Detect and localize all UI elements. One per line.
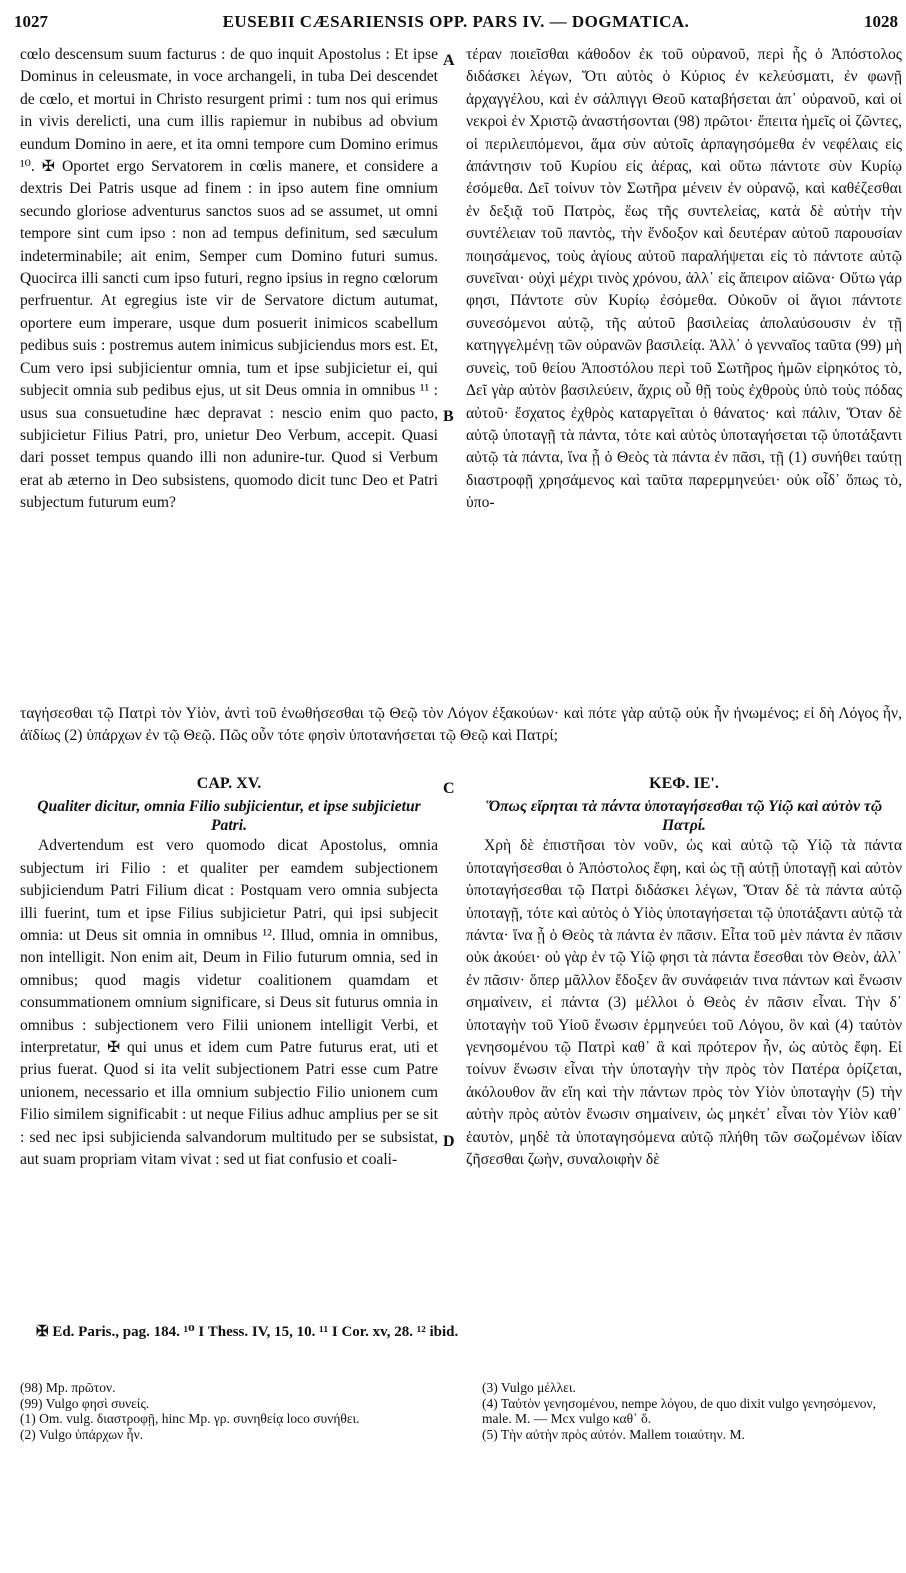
margin-marker-a: A <box>443 52 455 69</box>
apparatus-note: (99) Vulgo φησὶ συνείς. <box>20 1395 150 1411</box>
greek-chapter <box>466 773 902 1172</box>
latin-column-top <box>20 44 438 515</box>
latin-chapter <box>20 773 438 1172</box>
margin-marker-b: B <box>443 408 454 425</box>
full-width-text <box>20 703 902 748</box>
greek-paragraph-top: τέραν ποιεῖσθαι κάθοδον ἐκ τοῦ οὐρανοῦ, περὶ ἧς ὁ Ἀπόστολος διδάσκει λέγων, Ὅτι αὐτὸς ὁ Κύριος ἐν κελεύσματι, ἐν φωνῇ ἀρχαγγέλου, καὶ ἐν σάλπιγγι Θεοῦ καταβήσεται ἀπ᾽ οὐρανοῦ, καὶ οἱ νεκροὶ ἐν Χριστῷ ἀναστήσονται (98) πρῶτοι· ἔπειτα ἡμεῖς οἱ ζῶντες, οἱ περιλειπόμενοι, ἅμα σὺν αὐτοῖς ἁρπαγησόμεθα ἐν νεφέλαις εἰς ἀπάντησιν τοῦ Κυρίου εἰς ἀέρας, καὶ οὕτω πάντοτε σὺν Κυρίῳ ἐσόμεθα. Δεῖ τοίνυν τὸν Σωτῆρα μένειν ἐν οὐρανῷ, καὶ καθέζεσθαι ἐν δεξιᾷ τοῦ Πατρὸς, ἕως τῆς συντελείας, κατὰ δὲ αὐτὴν τὴν συντέλειαν τοῦ παντὸς, τὴν ἔνδοξον καὶ δευτέραν αὐτοῦ παρουσίαν ποιησάμενος, τοὺς ἁγίους αὐτοῦ παραλήψεται εἰς τὸ πάντοτε αὐτῷ συνεῖναι· οὐχὶ μέχρι τινὸς χρόνου, ἀλλ᾽ εἰς ἄπειρον αἰῶνα· Οὕτω γάρ φησι, Πάντοτε σὺν Κυρίῳ ἐσόμεθα. Οὐκοῦν οἱ ἅγιοι πάντοτε συνεσόμενοι αὐτῷ, τῆς αὐτοῦ βασιλείας ἀπολαύσουσιν ἐν τῇ κατηγγελμένῃ τῶν οὐρανῶν βασιλείᾳ. Ἀλλ᾽ ὁ γενναῖος ταῦτα (99) μὴ συνεὶς, τοῦ θείου Ἀποστόλου περὶ τοῦ Σωτῆρος ἡμῶν εἰρηκότος τὸ, Δεῖ γὰρ αὐτὸν βασιλεύειν, ἄχρις οὗ θῇ τοὺς ἐχθροὺς ὑπὸ τοὺς πόδας αὐτοῦ· ἔσχατος ἐχθρὸς καταργεῖται ὁ θάνατος· καὶ πάλιν, Ὅταν δὲ αὐτῷ ὑποταγῇ τὰ πάντα, τότε καὶ αὐτὸς ὑποταγήσεται τῷ ὑποτάξαντι αὐτῷ τὰ πάντα, ἵνα ᾖ ὁ Θεὸς τὰ πάντα ἐν πᾶσι, τῇ (1) συνήθει ταύτῃ διαστροφῇ χρησάμενος καὶ ταῦτα παρερμηνεύει· οὐκ οἶδ᾽ ὅπως τὸ, ὑπο- <box>466 46 902 512</box>
page-number-left: 1027 <box>14 12 48 31</box>
margin-marker-d: D <box>443 1133 455 1150</box>
latin-paragraph-top: cœlo descensum suum facturus : de quo inquit Apostolus : Et ipse Dominus in celeusmate, in voce archangeli, in tuba Dei descendet de cœlo, et mortui in Christo resurgent primi : tum nos qui erimus in vivis derelicti, una cum illis rapiemur in nubibus ad obvium eundum Domino in aere, et ita omni tempore cum Domino erimus ¹⁰. ✠ Oportet ergo Servatorem in cœlis manere, et considere a dextris Dei Patris usque ad finem : in ipso autem fine omnium secundo gloriose adventurus sanctos suos ad se assumet, ut omni tempore sint cum ipso : non ad tempus definitum, sed sæculum indeterminabile; ait enim, Semper cum Domino futuri sumus. Quocirca illi sancti cum ipso futuri, regno ipsius in regno cœlorum perfruentur. At egregius iste vir de Servatore dictum autumat, oportere eum imperare, usque dum posuerit inimicos scabellum pedibus suis : postremus autem inimicus subjiciendus mors est. Et, Cum vero ipsi subjicientur omnia, tum et ipse subjicietur ei, qui subjecit omnia sub pedibus ejus, ut sit Deus omnia in omnibus ¹¹ : usus sua consuetudine hæc depravat : nescio enim quo pacto, subjicietur Filius Patri, pro, unietur Deo Verbum, accepit. Quasi dari posset tempus quando illi non adunire-tur. Quod si Verbum erat ab æterno in Deo subsistens, quomodo dicit tunc Deo et Patri subjectum futurum eum? <box>20 46 438 512</box>
apparatus-note: (4) Ταὐτὸν γενησομένου, nempe λόγου, de quo dixit vulgo γενησόμενον, male. M. — Mcx vulgo καθ᾽ ὅ. <box>482 1395 877 1426</box>
greek-chapter-title: ΚΕΦ. ΙΕ'. <box>649 775 719 792</box>
latin-chapter-text: Advertendum est vero quomodo dicat Apostolus, omnia subjectum iri Filio : et qualiter per eamdem subjectionem subjiciendum Patri Filium dicat : Postquam vero omnia subjecta illi fuerint, tum et ipse Filius subjicietur Patri, qui ipsi subjecit omnia: ut Deus sit omnia in omnibus ¹². Illud, omnia in omnibus, non intelligit. Non enim ait, Deum in Filio futurum omnia, sed in omnibus; quod magis videtur coalitionem quamdam et consummationem omnium significare, si Deus sit futurus omnia in omnibus : subjectionem vero Filii unionem intelligit Verbi, et interpretatur, ✠ qui unus et idem cum Patre futurus erat, uti et prius fuerat. Quod si ita velit subjectionem Patri esse cum Patre unionem, necessario et illa omnium subjectio Filio unionem cum Filio similem significabit : ut neque Filius adhuc amplius per se sit : sed nec ipsi subjicienda salvandorum multitudo per se subsistat, aut suam propriam vitam vivat : sed ut fiat confusio et coali- <box>20 837 438 1169</box>
apparatus-right <box>482 1380 902 1442</box>
apparatus-note: (5) Τὴν αὐτὴν πρὸς αὐτόν. Mallem τοιαύτην. M. <box>482 1426 745 1442</box>
running-title: EUSEBII CÆSARIENSIS OPP. PARS IV. — DOGMATICA. <box>222 12 690 31</box>
footnotes: ✠ Ed. Paris., pag. 184. ¹⁰ I Thess. IV, 15, 10. ¹¹ I Cor. xv, 28. ¹² ibid. <box>36 1324 459 1340</box>
greek-chapter-text: Χρὴ δὲ ἐπιστῆσαι τὸν νοῦν, ὡς καὶ αὐτῷ τῷ Υἱῷ τὰ πάντα ὑποταγήσεσθαι ὁ Ἀπόστολος ἔφη, καὶ ὡς τῇ αὐτῇ ὑποταγῇ καὶ αὐτὸν ὑποταγήσεσθαι τῷ Πατρὶ διδάσκει λέγων, Ὅταν δὲ τὰ πάντα αὐτῷ ὑποταγῇ, τότε καὶ αὐτὸς ὁ Υἱὸς ὑποταγήσεται τῷ ὑποτάξαντι αὐτῷ τὰ πάντα· ἵνα ᾖ ὁ Θεὸς τὰ πάντα ἐν πᾶσιν. Εἶτα τοῦ μὲν πάντα ἐν πᾶσιν οὐκ ἀκούει· οὐ γὰρ ἐν τῷ Υἱῷ φησι τὰ πάντα ἔσεσθαι τὸν Θεὸν, ἀλλ᾽ ἐν πᾶσιν· ὅπερ μᾶλλον ἔδοξεν ἂν συνάφειάν τινα πάντων καὶ ἕνωσιν σημαίνειν, εἰ πάντα (3) μέλλοι ὁ Θεὸς ἐν πᾶσιν εἶναι. Τὴν δ᾽ ὑποταγὴν τοῦ Υἱοῦ ἕνωσιν ἑρμηνεύει τοῦ Λόγου, ὃν καὶ (4) ταὐτὸν γενησομένου τῷ Πατρὶ καθ᾽ ἃ καὶ πρότερον ἦν, ὡς αὐτὸς ἔφη. Εἰ τοίνυν ἕνωσιν εἶναι τὴν ὑποταγὴν τὴν πρὸς τὸν Πατέρα ὁρίζεται, ἀκόλουθον ἂν εἴη καὶ τὴν πάντων πρὸς τὸν Υἱὸν ὑποταγὴν (5) τὴν αὐτὴν πρὸς αὐτὸν ἕνωσιν σημαίνειν, ὡς μηκέτ᾽ εἶναι τὸν Υἱὸν καθ᾽ ἑαυτὸν, μηδὲ τὰ ὑποταγησόμενα αὐτῷ πλήθη τῶν σωζομένων ἰδίαν ζῆσεσθαι ζωὴν, συναλοιφὴν δὲ <box>466 837 902 1169</box>
apparatus-note: (3) Vulgo μέλλει. <box>482 1380 576 1395</box>
latin-chapter-title: CAP. XV. <box>196 775 262 792</box>
page-number-right: 1028 <box>864 12 898 31</box>
latin-chapter-subtitle: Qualiter dicitur, omnia Filio subjicientur, et ipse subjicietur Patri. <box>37 798 421 835</box>
apparatus-note: (1) Om. vulg. διαστροφῇ, hinc Mp. γρ. συνηθείᾳ loco συνήθει. <box>20 1411 360 1426</box>
full-width-paragraph: ταγήσεσθαι τῷ Πατρὶ τὸν Υἱὸν, ἀντὶ τοῦ ἑνωθήσεσθαι τῷ Θεῷ τὸν Λόγον ἐξακούων· καὶ πότε γὰρ αὐτῷ οὐκ ἦν ἡνωμένος; εἰ δὴ Λόγος ἦν, ἀϊδίως (2) ὑπάρχων ἐν τῷ Θεῷ. Πῶς οὖν τότε φησὶν ὑποτανήσεται τῷ Θεῷ καὶ Πατρί; <box>20 705 902 745</box>
apparatus-note: (98) Mp. πρῶτον. <box>20 1380 116 1395</box>
apparatus-left <box>20 1380 440 1442</box>
margin-marker-c: C <box>443 780 455 797</box>
apparatus-note: (2) Vulgo ὑπάρχων ἦν. <box>20 1426 144 1442</box>
running-header <box>14 12 898 36</box>
greek-chapter-subtitle: Ὅπως εἴρηται τὰ πάντα ὑποταγήσεσθαι τῷ Υἱῷ καὶ αὐτὸν τῷ Πατρί. <box>485 798 883 835</box>
greek-column-top <box>466 44 902 515</box>
